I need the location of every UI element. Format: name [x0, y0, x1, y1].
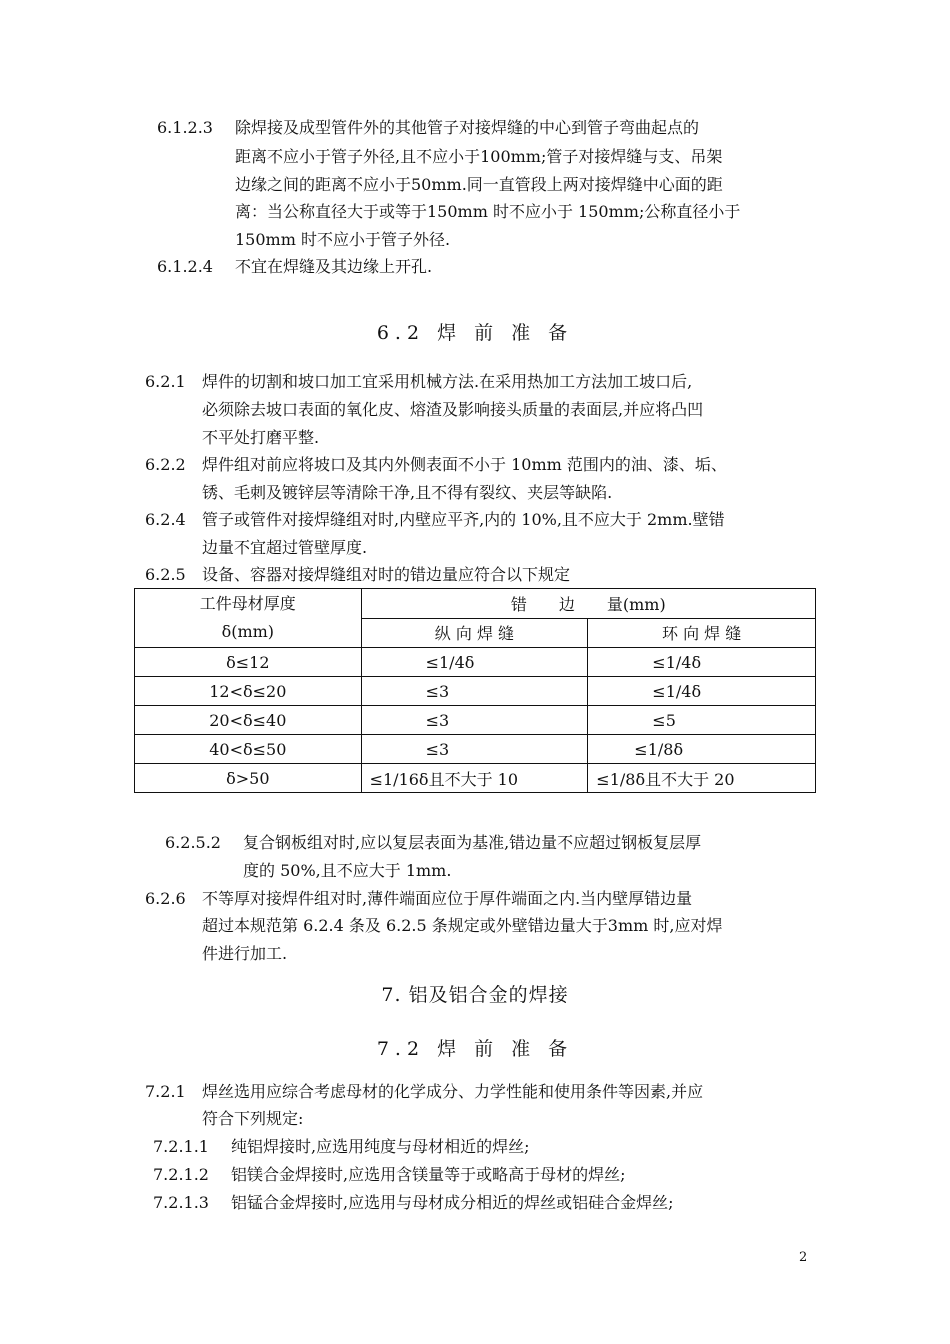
clause-text-line: 焊丝选用应综合考虑母材的化学成分、力学性能和使用条件等因素,并应: [202, 1082, 704, 1101]
section-heading: 6.2 焊 前 准 备: [376, 322, 574, 344]
header-longitudinal: 纵 向 焊 缝: [361, 618, 588, 648]
cell-thickness: δ≤12: [135, 648, 362, 677]
clause-number: 6.2.6: [145, 889, 186, 908]
cell-thickness: δ>50: [135, 764, 362, 793]
cell-longitudinal: ≤1/16δ且不大于 10: [361, 764, 588, 793]
clause-text-line: 不宜在焊缝及其边缘上开孔.: [235, 257, 433, 276]
clause-text-line: 必须除去坡口表面的氧化皮、熔渣及影响接头质量的表面层,并应将凸凹: [202, 400, 704, 419]
header-circumferential: 环 向 焊 缝: [588, 618, 816, 648]
clause-text-line: 150mm 时不应小于管子外径.: [235, 230, 451, 249]
clause-text-line: 铝镁合金焊接时,应选用含镁量等于或略高于母材的焊丝;: [231, 1165, 626, 1184]
cell-thickness: 40<δ≤50: [135, 735, 362, 764]
cell-longitudinal: ≤3: [361, 735, 588, 764]
clause-number: 6.2.2: [145, 455, 186, 474]
clause-text-line: 设备、容器对接焊缝组对时的错边量应符合以下规定: [202, 565, 571, 584]
cell-longitudinal: ≤3: [361, 677, 588, 706]
cell-circumferential: ≤5: [588, 706, 816, 735]
cell-thickness: 20<δ≤40: [135, 706, 362, 735]
table-row: [135, 764, 816, 793]
clause-text-line: 不平处打磨平整.: [202, 428, 320, 447]
clause-text-line: 管子或管件对接焊缝组对时,内壁应平齐,内的 10%,且不应大于 2mm.壁错: [202, 510, 725, 529]
clause-number: 7.2.1.2: [153, 1165, 209, 1184]
clause-text-line: 焊件组对前应将坡口及其内外侧表面不小于 10mm 范围内的油、漆、垢、: [202, 455, 727, 474]
clause-number: 7.2.1.1: [153, 1137, 209, 1156]
clause-number: 6.2.4: [145, 510, 186, 529]
chapter-heading: 7. 铝及铝合金的焊接: [381, 984, 569, 1006]
cell-longitudinal: ≤3: [361, 706, 588, 735]
cell-circumferential: ≤1/8δ: [588, 735, 816, 764]
clause-text-line: 件进行加工.: [202, 944, 288, 963]
header-offset: 错 边 量(mm): [361, 589, 815, 619]
table-row: [135, 735, 816, 764]
header-thickness-label: 工件母材厚度: [199, 594, 296, 613]
cell-longitudinal: ≤1/4δ: [361, 648, 588, 677]
clause-text-line: 符合下列规定:: [202, 1109, 304, 1128]
clause-number: 7.2.1: [145, 1082, 186, 1101]
table-row: [135, 648, 816, 677]
cell-circumferential: ≤1/4δ: [588, 648, 816, 677]
clause-text-line: 除焊接及成型管件外的其他管子对接焊缝的中心到管子弯曲起点的: [235, 118, 700, 137]
header-thickness: [135, 589, 362, 648]
misalignment-table: [134, 588, 816, 793]
clause-text-line: 距离不应小于管子外径,且不应小于100mm;管子对接焊缝与支、吊架: [235, 147, 723, 166]
cell-circumferential: ≤1/8δ且不大于 20: [588, 764, 816, 793]
clause-text-line: 离：当公称直径大于或等于150mm 时不应小于 150mm;公称直径小于: [235, 202, 741, 221]
clause-number: 6.1.2.3: [157, 118, 213, 137]
clause-number: 6.2.1: [145, 372, 186, 391]
clause-text-line: 铝锰合金焊接时,应选用与母材成分相近的焊丝或铝硅合金焊丝;: [231, 1193, 674, 1212]
header-thickness-unit: δ(mm): [221, 622, 275, 641]
clause-text-line: 焊件的切割和坡口加工宜采用机械方法.在采用热加工方法加工坡口后,: [202, 372, 693, 391]
clause-text-line: 复合钢板组对时,应以复层表面为基准,错边量不应超过钢板复层厚: [243, 833, 702, 852]
cell-thickness: 12<δ≤20: [135, 677, 362, 706]
clause-number: 7.2.1.3: [153, 1193, 209, 1212]
clause-text-line: 边量不宜超过管壁厚度.: [202, 538, 368, 557]
clause-text-line: 度的 50%,且不应大于 1mm.: [243, 861, 452, 880]
clause-text-line: 纯铝焊接时,应选用纯度与母材相近的焊丝;: [231, 1137, 530, 1156]
section-heading: 7.2 焊 前 准 备: [376, 1038, 574, 1060]
clause-text-line: 锈、毛刺及镀锌层等清除干净,且不得有裂纹、夹层等缺陷.: [202, 483, 613, 502]
clause-text-line: 超过本规范第 6.2.4 条及 6.2.5 条规定或外壁错边量大于3mm 时,应对焊: [202, 916, 723, 935]
clause-number: 6.2.5: [145, 565, 186, 584]
page-number: 2: [799, 1250, 808, 1265]
clause-number: 6.2.5.2: [165, 833, 221, 852]
clause-text-line: 不等厚对接焊件组对时,薄件端面应位于厚件端面之内.当内壁厚错边量: [202, 889, 693, 908]
table-row: [135, 677, 816, 706]
clause-number: 6.1.2.4: [157, 257, 213, 276]
table-header-row: [135, 589, 816, 619]
clause-text-line: 边缘之间的距离不应小于50mm.同一直管段上两对接焊缝中心面的距: [235, 175, 723, 194]
cell-circumferential: ≤1/4δ: [588, 677, 816, 706]
table-row: [135, 706, 816, 735]
